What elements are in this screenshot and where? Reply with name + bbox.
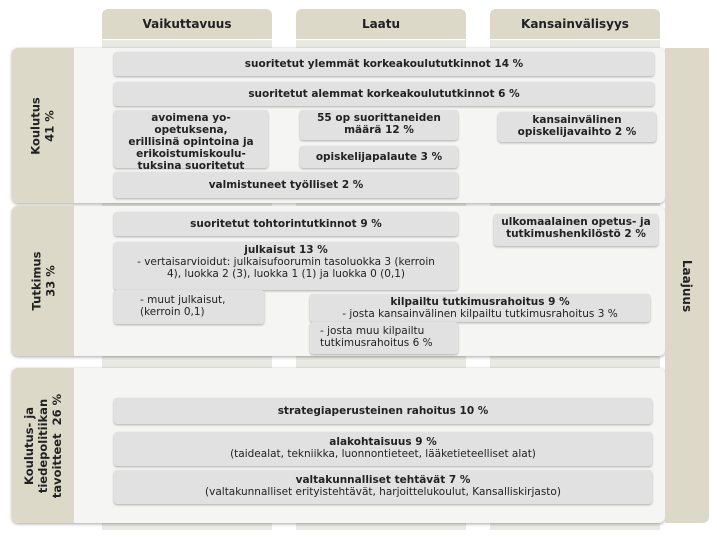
- box-tohtorintutkinnot: [114, 212, 458, 236]
- box-ylemmat-tutkinnot: [114, 52, 654, 76]
- box-valtakunnalliset: [114, 470, 652, 504]
- row-label-tavoitteet-text: Koulutus- ja tiedepolitiikan tavoitteet 26 %: [22, 393, 65, 498]
- box-kv-vaihto-text: kansainvälinen opiskelijavaihto 2 %: [517, 114, 637, 138]
- box-opiskelijapalaute: [300, 146, 458, 168]
- box-avoimena-opintopisteet: [114, 110, 268, 172]
- side-label-laajuus: [665, 48, 709, 523]
- box-muu-kilpailtu-text: - josta muu kilpailtu tutkimusrahoitus 6 %: [320, 325, 433, 349]
- column-header-laatu: Laatu: [296, 9, 466, 39]
- box-55op-text: 55 op suorittaneiden määrä 12 %: [317, 112, 441, 136]
- box-muut-julkaisut: [114, 290, 264, 324]
- box-julkaisut-sub: - vertaisarvioidut: julkaisufoorumin tasoluokka 3 (kerroin 4), luokka 2 (3), luokka 1 (1) ja luokka 0 (0,1): [137, 256, 435, 280]
- row-label-koulutus: [12, 48, 74, 203]
- box-muu-kilpailtu: [310, 322, 458, 354]
- box-ulkomaalainen-henkilosto-text: ulkomaalainen opetus- ja tutkimushenkilöstö 2 %: [501, 216, 651, 240]
- column-header-kansainvalisyys: Kansainvälisyys: [490, 9, 660, 39]
- box-strategia: [114, 398, 652, 424]
- box-valtakunnalliset-sub: (valtakunnalliset erityistehtävät, harjoittelukoulut, Kansalliskirjasto): [205, 486, 561, 498]
- box-tyolliset: [114, 172, 458, 198]
- box-alemmat-tutkinnot: [114, 82, 654, 106]
- side-label-laajuus-text: Laajuus: [680, 259, 694, 312]
- box-tyolliset-text: valmistuneet työlliset 2 %: [208, 179, 364, 191]
- box-kv-vaihto: [498, 112, 656, 142]
- box-strategia-text: strategiaperusteinen rahoitus 10 %: [277, 405, 489, 417]
- box-julkaisut-title: julkaisut 13 %: [244, 244, 328, 256]
- box-opiskelijapalaute-text: opiskelijapalaute 3 %: [315, 151, 443, 163]
- box-kilpailtu-rahoitus-sub1: - josta kansainvälinen kilpailtu tutkimusrahoitus 3 %: [342, 308, 618, 320]
- box-tohtorintutkinnot-text: suoritetut tohtorintutkinnot 9 %: [190, 218, 382, 230]
- box-ulkomaalainen-henkilosto: [494, 214, 658, 246]
- box-kilpailtu-rahoitus-title: kilpailtu tutkimusrahoitus 9 %: [390, 296, 570, 308]
- box-alakohtaisuus-sub: (taidealat, tekniikka, luonnontieteet, lääketieteelliset alat): [230, 448, 536, 460]
- row-label-tutkimus: [12, 206, 74, 356]
- row-label-tavoitteet: [12, 368, 74, 523]
- column-header-vaikuttavuus: Vaikuttavuus: [102, 9, 272, 39]
- box-alakohtaisuus-title: alakohtaisuus 9 %: [329, 436, 437, 448]
- box-alakohtaisuus: [114, 432, 652, 466]
- box-muut-julkaisut-text: - muut julkaisut, (kerroin 0,1): [140, 294, 226, 318]
- box-kilpailtu-rahoitus: [310, 294, 650, 322]
- box-ylemmat-tutkinnot-text: suoritetut ylemmät korkeakoulututkinnot 14 %: [244, 58, 524, 70]
- row-label-tutkimus-text: Tutkimus 33 %: [29, 251, 57, 311]
- box-valtakunnalliset-title: valtakunnalliset tehtävät 7 %: [295, 474, 471, 486]
- box-alemmat-tutkinnot-text: suoritetut alemmat korkeakoulututkinnot 6 %: [248, 88, 520, 100]
- row-label-koulutus-text: Koulutus 41 %: [29, 96, 57, 155]
- box-avoimena-opintopisteet-text: avoimena yo-opetuksena, erillisinä opintoina ja erikoistumiskoulu- tuksina suoritetut: [128, 112, 254, 172]
- box-55op: [300, 110, 458, 140]
- box-julkaisut: [114, 242, 458, 290]
